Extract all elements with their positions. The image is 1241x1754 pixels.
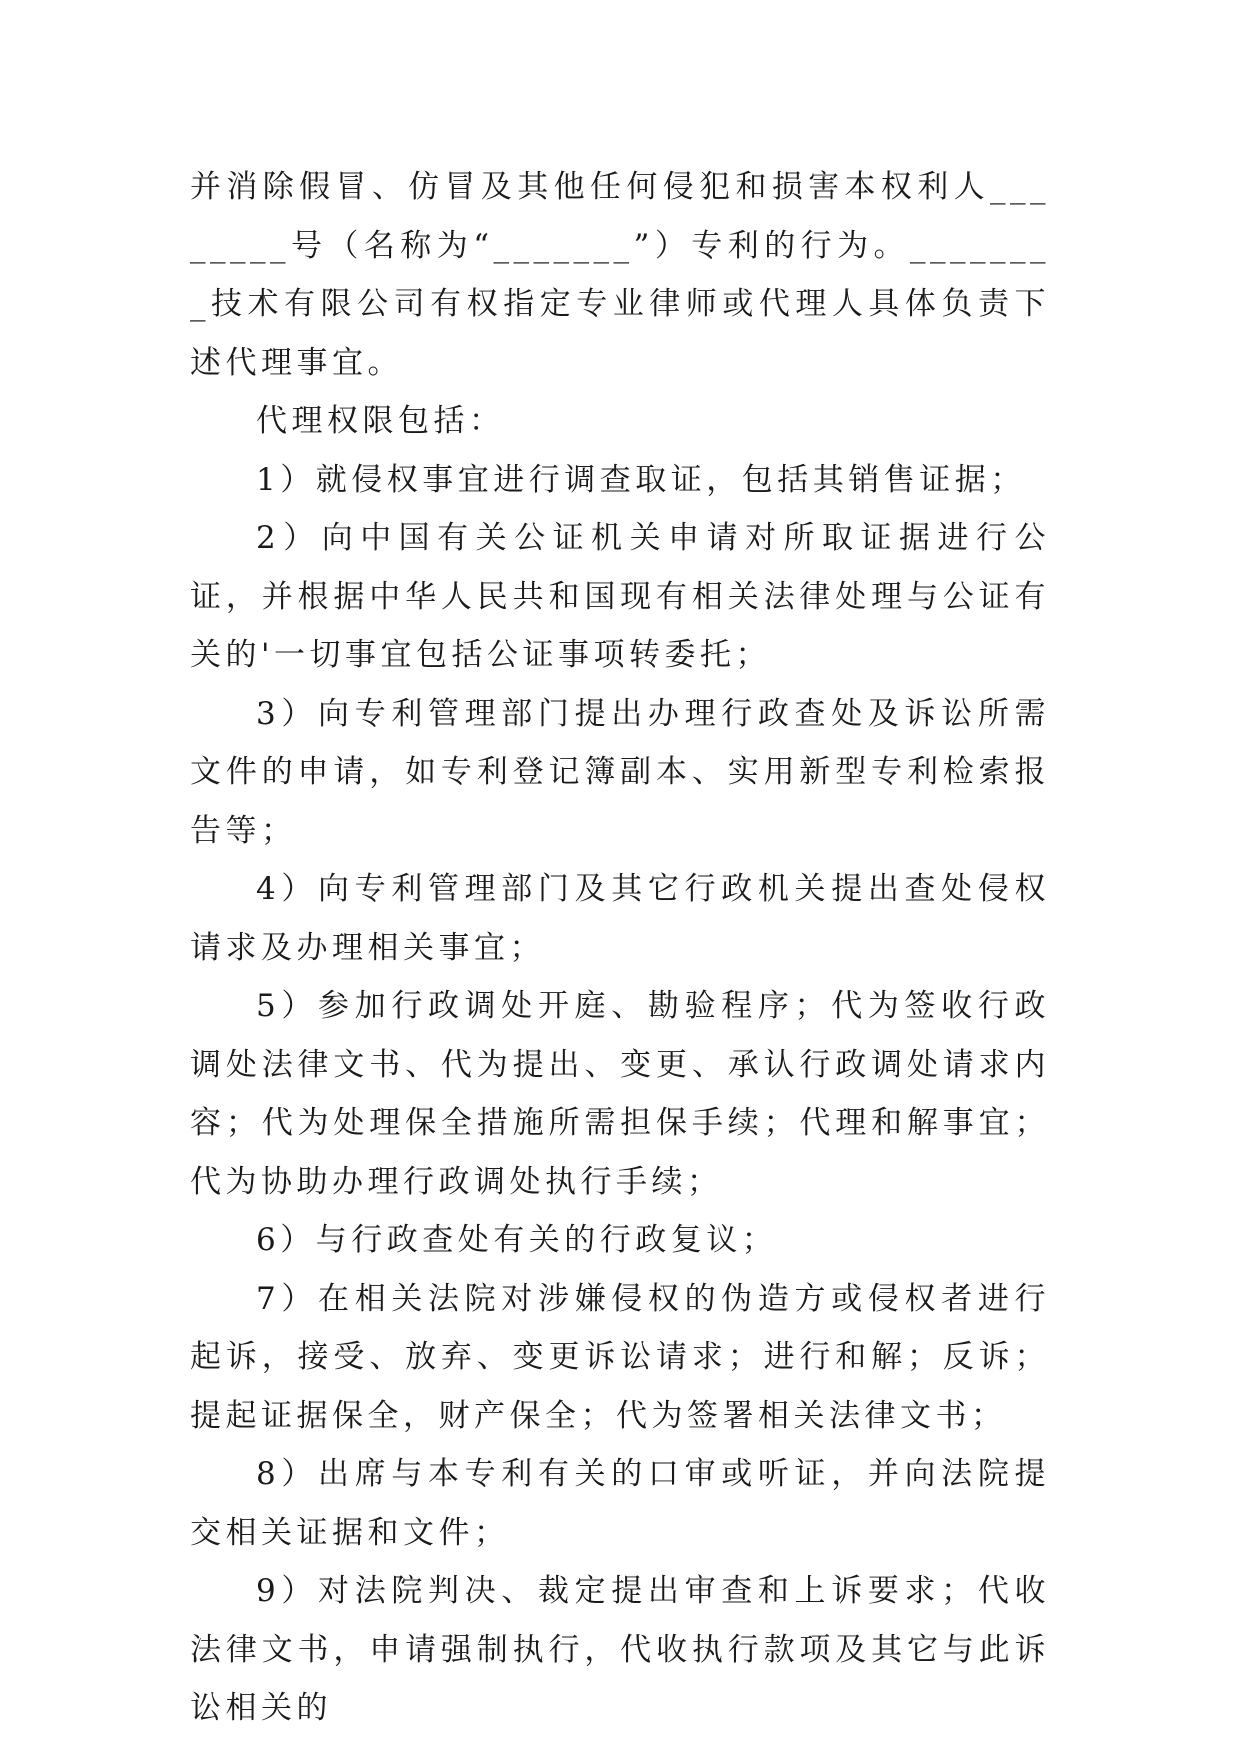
paragraph-item-7: 7）在相关法院对涉嫌侵权的伪造方或侵权者进行起诉，接受、放弃、变更诉讼请求；进行和解；反诉；提起证据保全，财产保全；代为签署相关法律文书； bbox=[190, 1280, 1050, 1434]
paragraph-item-8: 8）出席与本专利有关的口审或听证，并向法院提交相关证据和文件； bbox=[190, 1456, 1050, 1551]
paragraph-scope-heading: 代理权限包括： bbox=[256, 403, 505, 439]
paragraph-item-2: 2）向中国有关公证机关申请对所取证据进行公证，并根据中华人民共和国现有相关法律处理与公证有关的'一切事宜包括公证事项转委托； bbox=[190, 520, 1050, 673]
paragraph-item-4: 4）向专利管理部门及其它行政机关提出查处侵权请求及办理相关事宜； bbox=[190, 871, 1050, 966]
paragraph-item-9: 9）对法院判决、裁定提出审查和上诉要求；代收法律文书，申请强制执行，代收执行款项及其它与此诉讼相关的 bbox=[190, 1573, 1050, 1726]
paragraph-item-5: 5）参加行政调处开庭、勘验程序；代为签收行政调处法律文书、代为提出、变更、承认行政调处请求内容；代为处理保全措施所需担保手续；代理和解事宜；代为协助办理行政调处执行手续； bbox=[190, 988, 1050, 1200]
document-page bbox=[190, 158, 1050, 1738]
paragraph-item-6: 6）与行政查处有关的行政复议； bbox=[256, 1222, 778, 1258]
paragraph-item-1: 1）就侵权事宜进行调查取证，包括其销售证据； bbox=[256, 461, 1026, 498]
paragraph-item-3: 3）向专利管理部门提出办理行政查处及诉讼所需文件的申请，如专利登记簿副本、实用新型专利检索报告等； bbox=[190, 695, 1050, 849]
paragraph-continuation: 并消除假冒、仿冒及其他任何侵犯和损害本权利人________号（名称为“_______”）专利的行为。________技术有限公司有权指定专业律师或代理人具体负责下述代理事宜。 bbox=[190, 169, 1050, 381]
